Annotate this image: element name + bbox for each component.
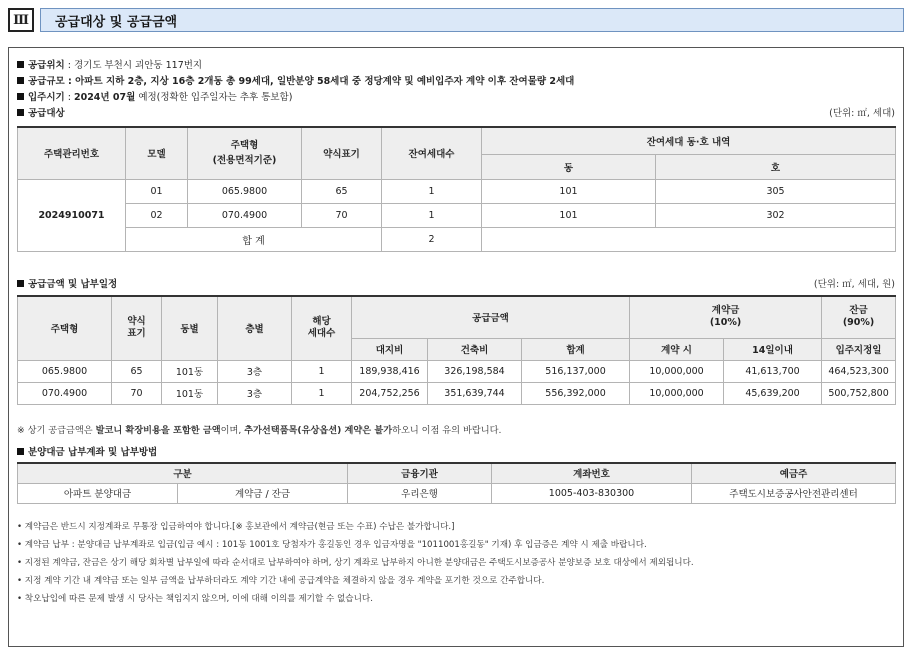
supply-scale-label: 공급규모 [28,76,65,87]
header-housing-type: 주택형 [18,296,112,360]
header-balance: 잔금 (90%) [822,296,896,338]
account-section-label: 분양대금 납부계좌 및 납부방법 [28,447,158,458]
supply-target-line [17,105,65,119]
price-note-text: 이며, [220,425,245,436]
content-frame [8,47,904,647]
bullet-square-icon [17,93,24,100]
account-section-line [17,444,157,458]
movein-line [17,89,292,103]
table-row [18,382,896,404]
total-cell: 556,392,000 [522,382,630,404]
floor-cell: 3층 [218,360,292,382]
payment-notes [17,518,694,608]
within-14-days-cell: 45,639,200 [724,382,822,404]
account-table [17,462,896,504]
land-cost-cell: 204,752,256 [352,382,428,404]
bullet-square-icon [17,448,24,455]
supply-target-unit: (단위: ㎡, 세대) [829,108,895,119]
total-value: 2 [382,227,482,251]
on-contract-cell: 10,000,000 [630,382,724,404]
remaining-cell: 1 [382,203,482,227]
header-short-notation: 약식표기 [302,127,382,179]
header-mgmt-no: 주택관리번호 [18,127,126,179]
header-land-cost: 대지비 [352,338,428,360]
type-cell: 070.4900 [188,203,302,227]
mgmt-no-cell: 2024910071 [18,179,126,251]
dong-cell: 101 [482,203,656,227]
dong-cell: 101 [482,179,656,203]
model-cell: 01 [126,179,188,203]
bullet-square-icon [17,280,24,287]
total-empty-cell [482,227,896,251]
header-unit-count: 해당 세대수 [292,296,352,360]
price-note-text: 하오니 이점 유의 바랍니다. [392,425,502,436]
header-supply-amount: 공급금액 [352,296,630,338]
movein-label: 입주시기 [28,92,65,103]
payment-note-item: • 계약금 납부 : 분양대금 납부계좌로 입금(입금 예시 : 101동 1001호 당첨자가 홍길동인 경우 입금자명을 "1011001홍길동" 기재) 후 입금증은 계약 시 제출 바랍니다. [17,540,647,550]
section-number: Ⅲ [8,8,34,32]
supply-location-value: : 경기도 부천시 괴안동 117번지 [64,60,203,71]
header-remaining-units: 잔여세대수 [382,127,482,179]
header-on-contract: 계약 시 [630,338,724,360]
type-cell: 070.4900 [18,382,112,404]
movein-prefix: : [64,92,74,103]
header-remaining-detail: 잔여세대 동·호 내역 [482,127,896,154]
bullet-square-icon [17,77,24,84]
price-table [17,295,896,405]
account-no-cell: 1005-403-830300 [492,483,692,503]
floor-cell: 3층 [218,382,292,404]
balance-cell: 464,523,300 [822,360,896,382]
header-dong: 동별 [162,296,218,360]
type-cell: 065.9800 [18,360,112,382]
table-row [18,360,896,382]
total-cell: 516,137,000 [522,360,630,382]
units-cell: 1 [292,360,352,382]
table-row [18,203,896,227]
movein-value: 2024년 07월 [73,92,136,103]
header-within-14-days: 14일이내 [724,338,822,360]
price-note-emphasis: 추가선택품목(유상옵션) 계약은 불가 [244,425,393,436]
category-cell: 아파트 분양대금 [18,483,178,503]
ho-cell: 305 [656,179,896,203]
within-14-days-cell: 41,613,700 [724,360,822,382]
price-section-unit: (단위: ㎡, 세대, 원) [813,279,895,290]
bullet-square-icon [17,109,24,116]
short-cell: 70 [112,382,162,404]
section-title: 공급대상 및 공급금액 [40,8,904,32]
short-cell: 65 [302,179,382,203]
remaining-cell: 1 [382,179,482,203]
header-short-notation: 약식 표기 [112,296,162,360]
price-note [17,422,501,436]
category-detail-cell: 계약금 / 잔금 [178,483,348,503]
table-row [18,179,896,203]
header-building-cost: 건축비 [428,338,522,360]
supply-scale-value: : 아파트 지하 2층, 지상 16층 2개동 총 99세대, 일반분양 58세대 중 정당계약 및 예비입주자 계약 이후 잔여물량 2세대 [64,76,575,87]
header-total: 합계 [522,338,630,360]
bullet-square-icon [17,61,24,68]
type-cell: 065.9800 [188,179,302,203]
payment-note-item: • 지정 계약 기간 내 계약금 또는 일부 금액을 납부하더라도 계약 기간 내에 공급계약을 체결하지 않을 경우 계약을 포기한 것으로 간주합니다. [17,576,545,586]
holder-cell: 주택도시보증공사안전관리센터 [692,483,896,503]
header-category: 구분 [18,463,348,483]
payment-note-item: • 계약금은 반드시 지정계좌로 무통장 입금하여야 합니다.[※ 홍보관에서 계약금(현금 또는 수표) 수납은 불가합니다.] [17,522,455,532]
price-section-line [17,276,117,290]
supply-target-label: 공급대상 [28,108,65,119]
payment-note-item: • 착오납입에 따른 문제 발생 시 당사는 책임지지 않으며, 이에 대해 이의를 제기할 수 없습니다. [17,594,373,604]
supply-location-line [17,57,202,71]
units-cell: 1 [292,382,352,404]
building-cost-cell: 326,198,584 [428,360,522,382]
table-row [18,483,896,503]
header-movein-date: 입주지정일 [822,338,896,360]
short-cell: 70 [302,203,382,227]
header-holder: 예금주 [692,463,896,483]
total-row [18,227,896,251]
dong-cell: 101동 [162,360,218,382]
model-cell: 02 [126,203,188,227]
header-ho: 호 [656,154,896,179]
supply-location-label: 공급위치 [28,60,65,71]
header-model: 모델 [126,127,188,179]
header-dong: 동 [482,154,656,179]
land-cost-cell: 189,938,416 [352,360,428,382]
movein-suffix: 예정(정확한 입주일자는 추후 통보함) [135,92,293,103]
header-deposit: 계약금 (10%) [630,296,822,338]
payment-note-item: • 지정된 계약금, 잔금은 상기 해당 회차별 납부일에 따라 순서대로 납부하여야 하며, 상기 계좌로 납부하지 아니한 분양대금은 주택도시보증공사 분양보증 보호 대상에서 제외됩니다. [17,558,694,568]
dong-cell: 101동 [162,382,218,404]
balance-cell: 500,752,800 [822,382,896,404]
header-housing-type: 주택형 (전용면적기준) [188,127,302,179]
price-note-text: ※ 상기 공급금액은 [17,425,96,436]
ho-cell: 302 [656,203,896,227]
supply-scale-line [17,73,574,87]
price-section-label: 공급금액 및 납부일정 [28,279,118,290]
supply-target-table [17,126,896,252]
header-bank: 금융기관 [348,463,492,483]
short-cell: 65 [112,360,162,382]
section-header [8,8,904,36]
bank-cell: 우리은행 [348,483,492,503]
on-contract-cell: 10,000,000 [630,360,724,382]
price-note-emphasis: 발코니 확장비용을 포함한 금액 [95,425,221,436]
building-cost-cell: 351,639,744 [428,382,522,404]
header-floor: 층별 [218,296,292,360]
header-account-no: 계좌번호 [492,463,692,483]
total-label: 합 계 [126,227,382,251]
